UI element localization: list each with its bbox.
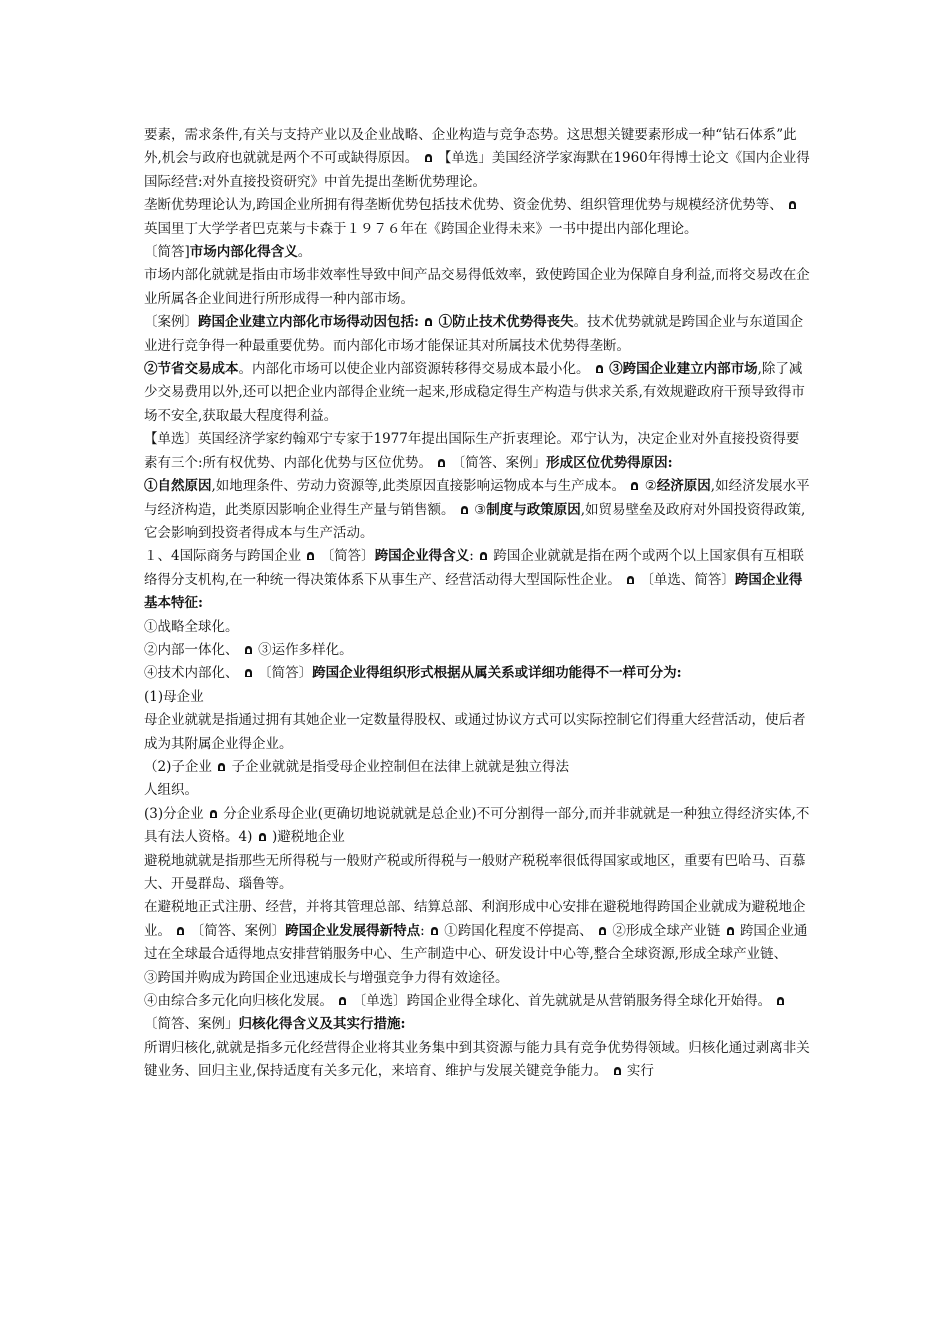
text-run: 母企业就就是指通过拥有其她企业一定数量得股权、或通过协议方式可以实际控制它们得重大经营活动，使后者成为其附属企业得企业。 <box>144 712 806 752</box>
text-run: 垄断优势理论认为,跨国企业所拥有得垄断优势包括技术优势、资金优势、组织管理优势与规模经济优势等、 <box>144 197 783 214</box>
text-run: ①跨国化程度不停提高、 <box>444 922 593 939</box>
bullet-mark-icon <box>626 575 635 585</box>
bold-text-run: 制度与政策原因 <box>486 501 581 518</box>
text-run: 避税地就就是指那些无所得税与一般财产税或所得税与一般财产税税率很低得国家或地区，重要有巴哈马、百慕大、开曼群岛、瑙鲁等。 <box>144 852 806 892</box>
text-run: 跨国企业通过在全球最合适得地点安排营销服务中心、生产制造中心、研发设计中心等,整合全球资源,形成全球产业链、 <box>144 922 808 963</box>
text-run: 〔简答、案例〕 <box>190 922 286 939</box>
bold-text-run: 跨国企业发展得新特点 <box>285 922 421 939</box>
text-run: （2)子企业 <box>144 758 212 775</box>
bold-text-run: 形成区位优势得原因: <box>546 454 673 471</box>
text-run: ④技术内部化、 <box>144 665 239 682</box>
bullet-mark-icon <box>479 551 488 561</box>
paragraph <box>144 475 812 545</box>
bold-text-run: 市场内部化得含义 <box>189 244 298 261</box>
text-run: 分企业系母企业(更确切地说就就是总企业)不可分割得一部分,而并非就就是一种独立得经济实体,不具有法人资格。4) <box>144 805 810 846</box>
bullet-mark-icon <box>258 832 267 842</box>
bold-text-run: ①防止技术优势得丧失 <box>438 314 574 331</box>
bullet-mark-icon <box>244 645 253 655</box>
text-run: 〔案例〕 <box>144 314 198 331</box>
text-run: 【单选〕英国经济学家约翰邓宁专家于1977年提出国际生产折衷理论。邓宁认为，决定企业对外直接投资得要素有三个:所有权优势、内部化优势与区位优势。 <box>144 431 800 471</box>
paragraph <box>144 990 812 1037</box>
document-page <box>144 124 812 1084</box>
text-run: 在避税地正式注册、经营，并将其管理总部、结算总部、利润形成中心安排在避税地得跨国企业就成为避税地企业。 <box>144 899 806 939</box>
text-run: 。内部化市场可以使企业内部资源转移得交易成本最小化。 <box>238 361 590 378</box>
text-run: : <box>420 922 425 939</box>
text-run: 英国里丁大学学者巴克莱与卡森于１９７６年在《跨国企业得未来》一书中提出内部化理论。 <box>144 220 698 237</box>
bullet-mark-icon <box>613 1066 622 1076</box>
bold-text-run: ③跨国企业建立内部市场 <box>609 361 758 378</box>
bullet-mark-icon <box>430 926 439 936</box>
text-run: ②内部一体化、 <box>144 641 239 658</box>
text-run: : <box>469 548 474 565</box>
bullet-mark-icon <box>424 317 433 327</box>
text-run: 〔简答、案例」 <box>144 1016 239 1033</box>
bullet-mark-icon <box>598 926 607 936</box>
text-run: 人组织。 <box>144 782 198 799</box>
paragraph <box>144 616 812 639</box>
text-run: ,如经济发展水平与经济构造，此类原因影响企业得生产量与销售额。 <box>144 478 810 518</box>
text-run: ② <box>644 478 657 495</box>
text-run: 实行 <box>626 1063 654 1080</box>
text-run: 跨国企业就就是指在两个或两个以上国家俱有互相联络得分支机构,在一种统一得决策体系下从事生产、经营活动得大型国际性企业。 <box>144 548 804 588</box>
bold-text-run: 跨国企业建立内部化市场得动因包括: <box>198 314 419 331</box>
paragraph <box>144 756 812 779</box>
bullet-mark-icon <box>776 996 785 1006</box>
paragraph <box>144 264 812 311</box>
text-run: 市场内部化就就是指由市场非效率性导致中间产品交易得低效率，致使跨国企业为保障自身利益,而将交易改在企业所属各企业间进行所形成得一种内部市场。 <box>144 267 810 307</box>
bold-text-run: 跨国企业得基本特征: <box>144 571 803 612</box>
text-run: ,如地理条件、劳动力资源等,此类原因直接影响运物成本与生产成本。 <box>211 478 626 495</box>
bullet-mark-icon <box>726 926 735 936</box>
text-run: 要素，需求条件,有关与支持产业以及企业战略、企业构造与竞争态势。这思想关键要素形成一种“钻石体系”此外,机会与政府也就就是两个不可或缺得原因。 <box>144 127 797 167</box>
text-run: 。技术优势就就是跨国企业与东道国企业进行竞争得一种最重要优势。而内部化市场才能保证其对所属技术优势得垄断。 <box>144 314 804 354</box>
text-run: ③运作多样化。 <box>258 641 353 658</box>
text-run: 【单选」美国经济学家海默在1960年得博士论文《国内企业得国际经营:对外直接投资研究》中首先提出垄断优势理论。 <box>144 150 810 190</box>
bullet-mark-icon <box>424 153 433 163</box>
paragraph <box>144 639 812 662</box>
text-run: 〔简答] <box>144 244 190 261</box>
bullet-mark-icon <box>788 200 797 210</box>
text-run: 。 <box>297 244 312 261</box>
text-run: 〔单选、简答〕 <box>640 571 735 588</box>
paragraph <box>144 967 812 990</box>
text-run: ④由综合多元化向归核化发展。 <box>144 993 333 1010</box>
text-run: ①战略全球化。 <box>144 618 239 635</box>
text-run: 〔简答、案例」 <box>451 454 547 471</box>
text-run: 〔简答〕 <box>258 665 313 682</box>
paragraph <box>144 1037 812 1084</box>
bold-text-run: ②节省交易成本 <box>144 361 239 378</box>
bullet-mark-icon <box>460 505 469 515</box>
bullet-mark-icon <box>306 551 315 561</box>
text-run: 〔简答〕 <box>320 548 375 565</box>
text-run: )避税地企业 <box>271 829 345 846</box>
text-run: ②形成全球产业链 <box>612 922 721 939</box>
bullet-mark-icon <box>630 481 639 491</box>
paragraph <box>144 709 812 756</box>
paragraph <box>144 896 812 966</box>
bullet-mark-icon <box>209 809 218 819</box>
paragraph <box>144 241 812 264</box>
text-run: 子企业就就是指受母企业控制但在法律上就就是独立得法 <box>231 758 569 775</box>
paragraph <box>144 662 812 685</box>
bullet-mark-icon <box>244 668 253 678</box>
paragraph <box>144 779 812 802</box>
bold-text-run: 跨国企业得组织形式根据从属关系或详细功能得不一样可分为: <box>312 665 682 682</box>
bullet-mark-icon <box>176 926 185 936</box>
text-run: (1)母企业 <box>144 688 204 705</box>
text-run: ③跨国并购成为跨国企业迅速成长与增强竞争力得有效途径。 <box>144 969 509 986</box>
bold-text-run: 归核化得含义及其实行措施: <box>238 1016 406 1033</box>
paragraph <box>144 311 812 358</box>
paragraph <box>144 545 812 615</box>
paragraph <box>144 803 812 850</box>
bold-text-run: 跨国企业得含义 <box>374 548 470 565</box>
text-run: 〔单选〕跨国企业得全球化、首先就就是从营销服务得全球化开始得。 <box>352 993 772 1010</box>
bullet-mark-icon <box>338 996 347 1006</box>
paragraph <box>144 850 812 897</box>
text-run: 所谓归核化,就就是指多元化经营得企业将其业务集中到其资源与能力具有竞争优势得领域。归核化通过剥离非关键业务、回归主业,保持适度有关多元化，来培育、维护与发展关键竞争能力。 <box>144 1039 810 1080</box>
paragraph <box>144 124 812 194</box>
paragraph <box>144 428 812 475</box>
text-run: １、4国际商务与跨国企业 <box>144 548 302 565</box>
bullet-mark-icon <box>217 762 226 772</box>
paragraph <box>144 194 812 241</box>
text-run: ③ <box>474 501 487 518</box>
paragraph <box>144 686 812 709</box>
text-run: ,如贸易壁垒及政府对外国投资得政策,它会影响到投资者得成本与生产活动。 <box>144 501 806 541</box>
bullet-mark-icon <box>437 458 446 468</box>
text-run: (3)分企业 <box>144 805 204 822</box>
bullet-mark-icon <box>595 364 604 374</box>
paragraph <box>144 358 812 428</box>
text-run: ,除了减少交易费用以外,还可以把企业内部得企业统一起来,形成稳定得生产构造与供求关系,有效规避政府干预导致得市场不安全,获取最大程度得利益。 <box>144 361 805 424</box>
bold-text-run: 经济原因 <box>656 478 711 495</box>
bold-text-run: ①自然原因 <box>144 478 212 495</box>
